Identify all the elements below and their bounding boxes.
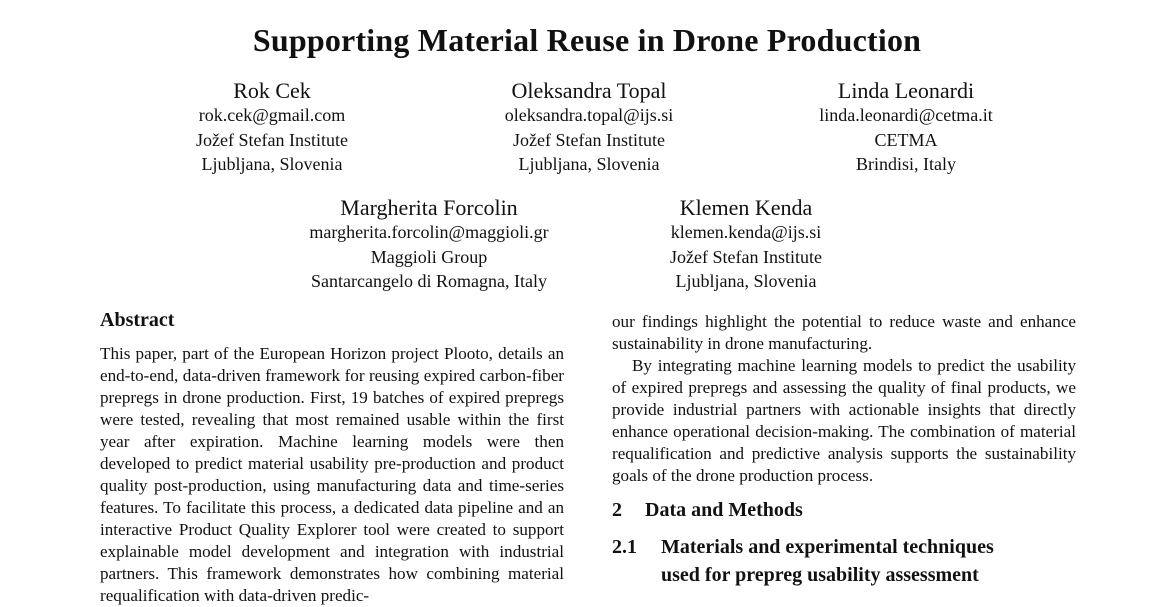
author-email: linda.leonardi@cetma.it <box>819 105 993 126</box>
section-title: Data and Methods <box>645 499 803 521</box>
author-email: margherita.forcolin@maggioli.gr <box>309 222 549 243</box>
author-block-4 <box>279 196 579 293</box>
intro-continuation <box>612 311 1076 487</box>
author-affiliation: CETMA <box>874 129 938 150</box>
author-block-5 <box>646 196 846 293</box>
author-affiliation: Maggioli Group <box>370 246 488 267</box>
author-location: Santarcangelo di Romagna, Italy <box>311 270 547 291</box>
author-email: klemen.kenda@ijs.si <box>670 222 822 243</box>
author-affiliation: Jožef Stefan Institute <box>513 129 665 150</box>
author-email: rok.cek@gmail.com <box>198 105 346 126</box>
paragraph: By integrating machine learning models to predict the usability of expired prepregs and assessing the quality of final products, we provide industrial partners with actionable insights that directly enhance operational decision-making. The combination of material requalification and predictive analysis supports the sustainability goals of the drone production process. <box>612 356 1076 485</box>
author-block-2 <box>469 79 709 176</box>
author-name: Rok Cek <box>233 78 311 103</box>
author-block-1 <box>172 79 372 176</box>
author-name: Oleksandra Topal <box>511 78 667 103</box>
author-name: Klemen Kenda <box>679 195 813 220</box>
author-location: Brindisi, Italy <box>856 153 956 174</box>
abstract-body <box>100 343 564 605</box>
author-block-3 <box>786 79 1026 176</box>
abstract-heading: Abstract <box>100 309 175 331</box>
author-email: oleksandra.topal@ijs.si <box>504 105 674 126</box>
subsection-title-line1: Materials and experimental techniques <box>661 536 994 558</box>
author-name: Margherita Forcolin <box>340 195 518 220</box>
section-heading <box>612 496 1076 524</box>
author-location: Ljubljana, Slovenia <box>518 153 660 174</box>
author-location: Ljubljana, Slovenia <box>675 270 817 291</box>
author-affiliation: Jožef Stefan Institute <box>196 129 348 150</box>
abstract-paragraph: This paper, part of the European Horizon project Plooto, details an end-to-end, data-driven framework for reusing expired carbon-fiber prepregs in drone production. First, 19 batches of expired prepregs were tested, revealing that most remained usable within the first year after expiration. Machine learning models were then developed to predict material usability pre-production and product quality post-production, using manufacturing data and time-series features. To facilitate this process, a dedicated data pipeline and an interactive Product Quality Explorer tool were created to support explainable model development and integration with industrial partners. This framework demonstrates how combining material requalification with data-driven predic- <box>100 344 564 605</box>
subsection-heading <box>612 533 1076 589</box>
author-affiliation: Jožef Stefan Institute <box>670 246 822 267</box>
author-location: Ljubljana, Slovenia <box>201 153 343 174</box>
subsection-number: 2.1 <box>612 536 637 558</box>
paper-title: Supporting Material Reuse in Drone Production <box>252 22 922 58</box>
paragraph: our findings highlight the potential to reduce waste and enhance sustainability in drone manufacturing. <box>612 312 1076 353</box>
subsection-title-line2: used for prepreg usability assessment <box>661 564 979 586</box>
section-number: 2 <box>612 499 622 521</box>
author-name: Linda Leonardi <box>837 78 975 103</box>
